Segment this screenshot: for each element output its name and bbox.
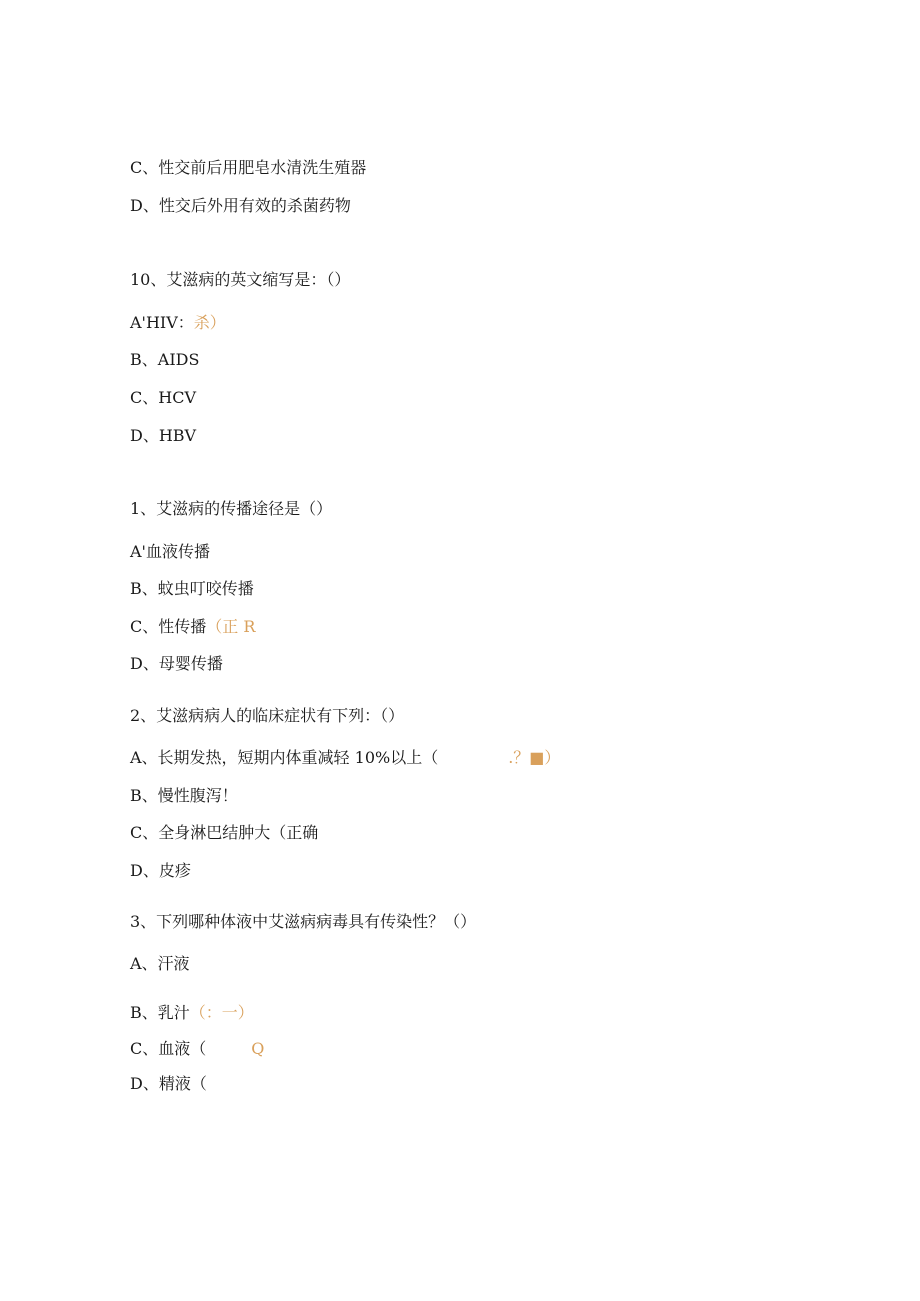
q3-option-a: A、汗液 [130, 954, 190, 973]
q1-option-a: A'血液传播 [130, 542, 210, 561]
q3-option-c-mark: Q [251, 1039, 265, 1058]
q3-question: 3、下列哪种体液中艾滋病病毒具有传染性？（） [130, 912, 477, 931]
q1-option-c-mark: （正 R [206, 617, 256, 636]
q1-option-b: B、蚊虫叮咬传播 [130, 579, 254, 598]
q2-option-d: D、皮疹 [130, 861, 191, 880]
q3-option-b-mark: （：一） [189, 1003, 254, 1022]
q2-option-c: C、全身淋巴结肿大（正确 [130, 823, 319, 842]
q1-option-d: D、母婴传播 [130, 654, 223, 673]
q10-option-a-text: A'HIV： [130, 313, 194, 332]
q3-option-c [130, 1039, 264, 1059]
q10-option-a [130, 313, 226, 333]
q10-option-d: D、HBV [130, 426, 197, 445]
q10-option-b: B、AIDS [130, 350, 200, 369]
q3-option-c-text: C、血液（ [130, 1039, 207, 1058]
q3-option-b [130, 1003, 254, 1023]
q1-option-c [130, 617, 255, 637]
q3-option-d: D、精液（ [130, 1074, 207, 1093]
q3-option-b-text: B、乳汁 [130, 1003, 190, 1022]
q1-option-c-text: C、性传播 [130, 617, 207, 636]
q10-question: 10、艾滋病的英文缩写是：（） [130, 270, 351, 289]
q1-question: 1、艾滋病的传播途径是（） [130, 499, 333, 518]
q9-option-d: D、性交后外用有效的杀菌药物 [130, 196, 351, 215]
q2-option-a [130, 748, 560, 768]
q2-option-b: B、慢性腹泻！ [130, 786, 238, 805]
q2-option-a-mark: .？■） [508, 748, 561, 767]
q2-question: 2、艾滋病病人的临床症状有下列：（） [130, 706, 405, 725]
q9-option-c: C、性交前后用肥皂水清洗生殖器 [130, 158, 367, 177]
q10-option-c: C、HCV [130, 388, 196, 407]
q10-option-a-mark: 杀） [193, 313, 226, 332]
q2-option-a-text: A、长期发热，短期内体重减轻 10%以上（ [130, 748, 439, 767]
